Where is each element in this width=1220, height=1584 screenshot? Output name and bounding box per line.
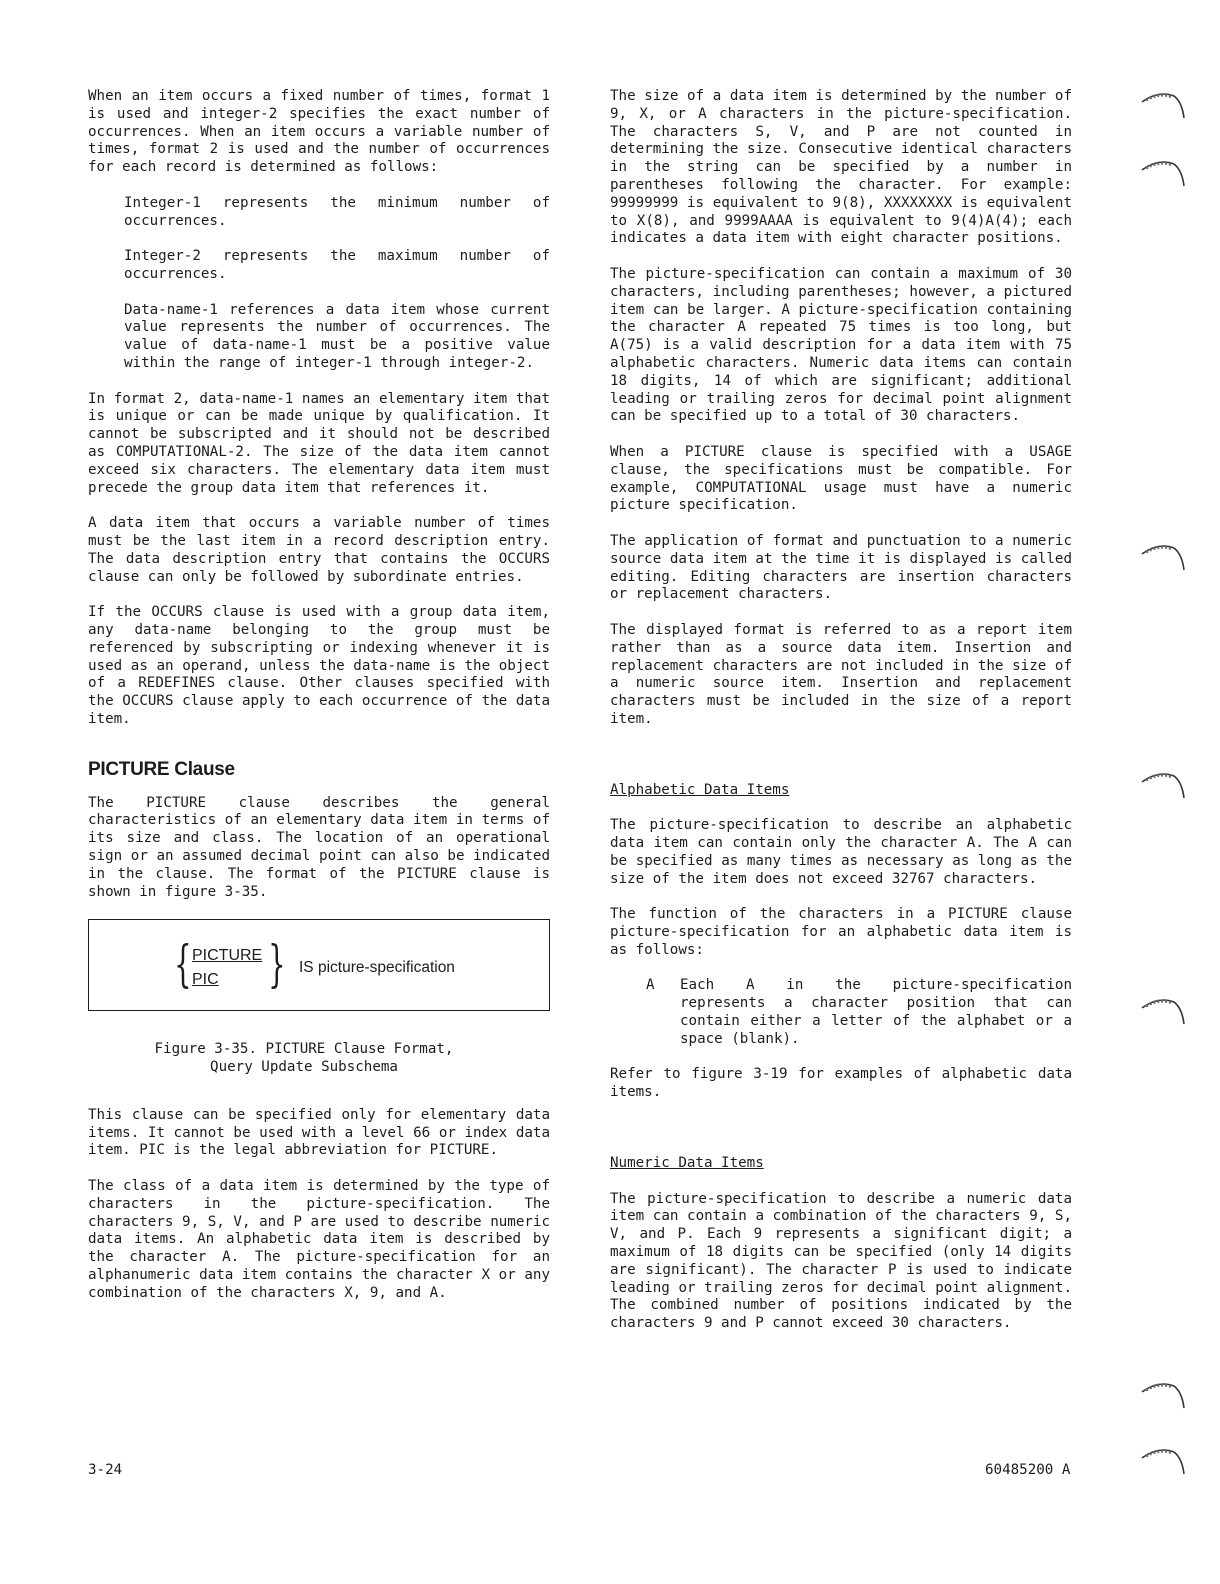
binder-hole-icon: [1138, 1378, 1188, 1414]
subheading-alphabetic: Alphabetic Data Items: [610, 781, 790, 798]
left-column: [88, 88, 550, 1320]
right-brace: }: [268, 935, 286, 994]
paragraph: The application of format and punctuation to a numeric source data item at the time it is displayed is called editing. Editing characters are insertion characters or replacement characters.: [610, 532, 1072, 603]
paragraph-integer-1: Integer-1 represents the minimum number of occurrences.: [124, 194, 550, 229]
paragraph: The picture-specification to describe an alphabetic data item can contain only the character A. The A can be specified as many times as necessary as long as the size of the item does not exceed 32767 characters.: [610, 817, 1072, 887]
paragraph: The function of the characters in a PICTURE clause picture-specification for an alphabetic data item is as follows:: [610, 906, 1072, 958]
paragraph: The class of a data item is determined by the type of characters in the picture-specification. The characters 9, S, V, and P are used to describe numeric data items. An alphabetic data item is described by the character A. The picture-specification for an alphanumeric data item contains the character X or any combination of the characters X, 9, and A.: [88, 1178, 550, 1301]
paragraph-integer-2: Integer-2 represents the maximum number of occurrences.: [124, 248, 550, 282]
document-number: 60485200 A: [985, 1462, 1071, 1478]
paragraph: The PICTURE clause describes the general characteristics of an elementary data item in terms of its size and class. The location of an operational sign or an assumed decimal point can also be indicated in the clause. The format of the PICTURE clause is shown in figure 3-35.: [88, 794, 550, 900]
paragraph: In format 2, data-name-1 names an elementary item that is unique or can be made unique by qualification. It cannot be subscripted and it should not be described as COMPUTATIONAL-2. The size of the data item cannot exceed six characters. The elementary data item must precede the group data item that references it.: [88, 390, 550, 496]
paragraph: When a PICTURE clause is specified with a USAGE clause, the specifications must be compatible. For example, COMPUTATIONAL usage must have a numeric picture specification.: [610, 443, 1072, 514]
binder-hole-icon: [1138, 540, 1188, 576]
keyword-picture: PICTURE: [192, 947, 263, 965]
section-heading: PICTURE Clause: [88, 758, 235, 780]
paragraph: The size of a data item is determined by the number of 9, X, or A characters in the picture-specification. The characters S, V, and P are not counted in determining the size. Consecutive identical characters in the string can be specified by a number in parentheses following the character. For example: 99999999 is equivalent to 9(8), XXXXXXXX is equivalent to X(8), and 9999AAAA is equivalent to 9(4)A(4); each indicates a data item with eight character positions.: [610, 88, 1072, 247]
binder-hole-icon: [1138, 768, 1188, 804]
format-rest-text: IS picture-specification: [299, 959, 455, 977]
picture-clause-format-box: [88, 919, 550, 1011]
caption-line: Figure 3-35. PICTURE Clause Format,: [154, 1041, 454, 1058]
paragraph: This clause can be specified only for elementary data items. It cannot be used with a level 66 or index data item. PIC is the legal abbreviation for PICTURE.: [88, 1106, 550, 1159]
binder-hole-icon: [1138, 1444, 1188, 1480]
keyword-pic: PIC: [192, 971, 219, 989]
definition-description: Each A in the picture-specification represents a character position that can contain either a letter of the alphabet or a space (blank).: [680, 977, 1072, 1047]
paragraph: When an item occurs a fixed number of times, format 1 is used and integer-2 specifies the exact number of occurrences. When an item occurs a variable number of times, format 2 is used and the number of occurrences for each record is determined as follows:: [88, 88, 550, 176]
paragraph: A data item that occurs a variable number of times must be the last item in a record description entry. The data description entry that contains the OCCURS clause can only be followed by subordinate entries.: [88, 515, 550, 585]
caption-line: Query Update Subschema: [210, 1059, 398, 1076]
figure-caption: [88, 1041, 550, 1077]
definition-term: A: [646, 977, 655, 994]
paragraph: Refer to figure 3-19 for examples of alphabetic data items.: [610, 1066, 1072, 1101]
paragraph: The picture-specification to describe a numeric data item can contain a combination of the characters 9, S, V, and P. Each 9 represents a significant digit; a maximum of 18 digits can be specified (only 14 digits are significant). The character P is used to indicate leading or trailing zeros for decimal point alignment. The combined number of positions indicated by the characters 9 and P cannot exceed 30 characters.: [610, 1190, 1072, 1332]
definition-item: [646, 977, 1072, 1048]
paragraph-data-name-1: Data-name-1 references a data item whose current value represents the number of occurrences. The value of data-name-1 must be a positive value within the range of integer-1 through integer-2.: [124, 301, 550, 371]
binder-hole-icon: [1138, 994, 1188, 1030]
left-brace: {: [174, 935, 192, 994]
page-number: 3-24: [88, 1462, 123, 1478]
paragraph: If the OCCURS clause is used with a group data item, any data-name belonging to the group must be referenced by subscripting or indexing whenever it is used as an operand, unless the data-name is the object of a REDEFINES clause. Other clauses specified with the OCCURS clause apply to each occurrence of the data item.: [88, 604, 550, 727]
right-column: [610, 88, 1072, 1351]
paragraph: The displayed format is referred to as a report item rather than as a source data item. Insertion and replacement characters are not included in the size of a numeric source item. Insertion and replacement characters must be included in the size of a report item.: [610, 621, 1072, 727]
binder-hole-icon: [1138, 88, 1188, 124]
binder-hole-icon: [1138, 156, 1188, 192]
paragraph: The picture-specification can contain a maximum of 30 characters, including parentheses; however, a pictured item can be larger. A picture-specification containing the character A repeated 75 times is too long, but A(75) is a valid description for a data item with 75 alphabetic characters. Numeric data items can contain 18 digits, 14 of which are significant; additional leading or trailing zeros for decimal point alignment can be specified up to a total of 30 characters.: [610, 265, 1072, 425]
subheading-numeric: Numeric Data Items: [610, 1155, 764, 1172]
